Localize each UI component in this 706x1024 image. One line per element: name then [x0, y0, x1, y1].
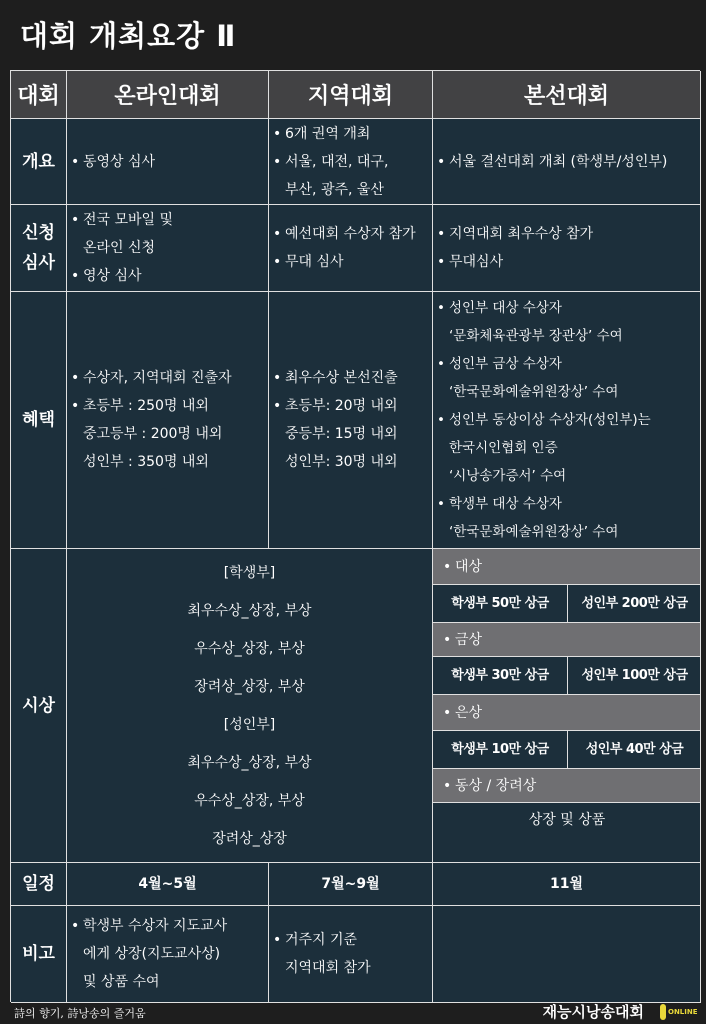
- overview-online: • 동영상 심사: [67, 119, 269, 205]
- award-line: 장려상_상장, 부상: [194, 678, 305, 695]
- prize-header-bronze: • 동상 / 장려상: [433, 769, 701, 803]
- header-online: 온라인대회: [67, 71, 269, 119]
- contest-table: [10, 70, 700, 1002]
- header-contest: 대회: [11, 71, 67, 119]
- note-regional: • 거주지 기준 지역대회 참가: [269, 906, 433, 1003]
- schedule-online: 4월~5월: [67, 863, 269, 906]
- row-label-note: 비고: [11, 906, 67, 1003]
- page-title: 대회 개최요강 Ⅱ: [20, 19, 237, 53]
- awards-final: [433, 549, 701, 863]
- prize-header-grand: • 대상: [433, 549, 701, 585]
- award-line: 우수상_상장, 부상: [194, 792, 305, 809]
- row-label-overview: 개요: [11, 119, 67, 205]
- row-label-apply: 신청 심사: [11, 205, 67, 292]
- benefit-regional: • 최우수상 본선진출 • 초등부: 20명 내외 중등부: 15명 내외 성인부: 30명 내외: [269, 292, 433, 549]
- prize-row-bronze: 상장 및 상품: [528, 812, 606, 828]
- prize-header-gold: • 금상: [433, 623, 701, 657]
- footer-brand: 재능시낭송대회: [542, 1003, 644, 1021]
- schedule-final: 11월: [433, 863, 701, 906]
- award-line: [성인부]: [223, 716, 276, 733]
- prize-header-silver: • 은상: [433, 695, 701, 731]
- microphone-icon: [660, 1004, 666, 1020]
- row-label-awards: 시상: [11, 549, 67, 863]
- award-line: 장려상_상장: [212, 830, 287, 847]
- header-regional: 지역대회: [269, 71, 433, 119]
- prize-row-gold: 학생부 30만 상금 성인부 100만 상금: [433, 657, 701, 695]
- overview-final: • 서울 결선대회 개최 (학생부/성인부): [433, 119, 701, 205]
- award-line: 최우수상_상장, 부상: [187, 754, 312, 771]
- benefit-online: • 수상자, 지역대회 진출자 • 초등부 : 250명 내외 중고등부 : 200명 내외 성인부 : 350명 내외: [67, 292, 269, 549]
- awards-online-regional: [67, 549, 433, 863]
- note-online: • 학생부 수상자 지도교사 에게 상장(지도교사상) 및 상품 수여: [67, 906, 269, 1003]
- schedule-regional: 7월~9월: [269, 863, 433, 906]
- prize-row-silver: 학생부 10만 상금 성인부 40만 상금: [433, 731, 701, 769]
- apply-final: • 지역대회 최우수상 참가 • 무대심사: [433, 205, 701, 292]
- online-logo-icon: [660, 1002, 700, 1022]
- footer-slogan: 詩의 향기, 詩낭송의 즐거움: [14, 1007, 146, 1020]
- prize-row-grand: 학생부 50만 상금 성인부 200만 상금: [433, 585, 701, 623]
- award-line: [학생부]: [223, 564, 276, 581]
- header-final: 본선대회: [433, 71, 701, 119]
- row-label-schedule: 일정: [11, 863, 67, 906]
- logo-text: ONLINE: [668, 1007, 698, 1016]
- award-line: 우수상_상장, 부상: [194, 640, 305, 657]
- award-line: 최우수상_상장, 부상: [187, 602, 312, 619]
- note-final: [433, 906, 701, 1003]
- apply-regional: • 예선대회 수상자 참가 • 무대 심사: [269, 205, 433, 292]
- row-label-benefit: 혜택: [11, 292, 67, 549]
- benefit-final: • 성인부 대상 수상자 ‘문화체육관광부 장관상’ 수여 • 성인부 금상 수상자 ‘한국문화예술위원장상’ 수여 • 성인부 동상이상 수상자(성인부)는 한국시인협회 인증 ‘시낭송가증서’ 수여 • 학생부 대상 수상자 ‘한국문화예술위원장상’ 수여: [433, 292, 701, 549]
- overview-regional: • 6개 권역 개최 • 서울, 대전, 대구, 부산, 광주, 울산: [269, 119, 433, 205]
- apply-online: • 전국 모바일 및 온라인 신청 • 영상 심사: [67, 205, 269, 292]
